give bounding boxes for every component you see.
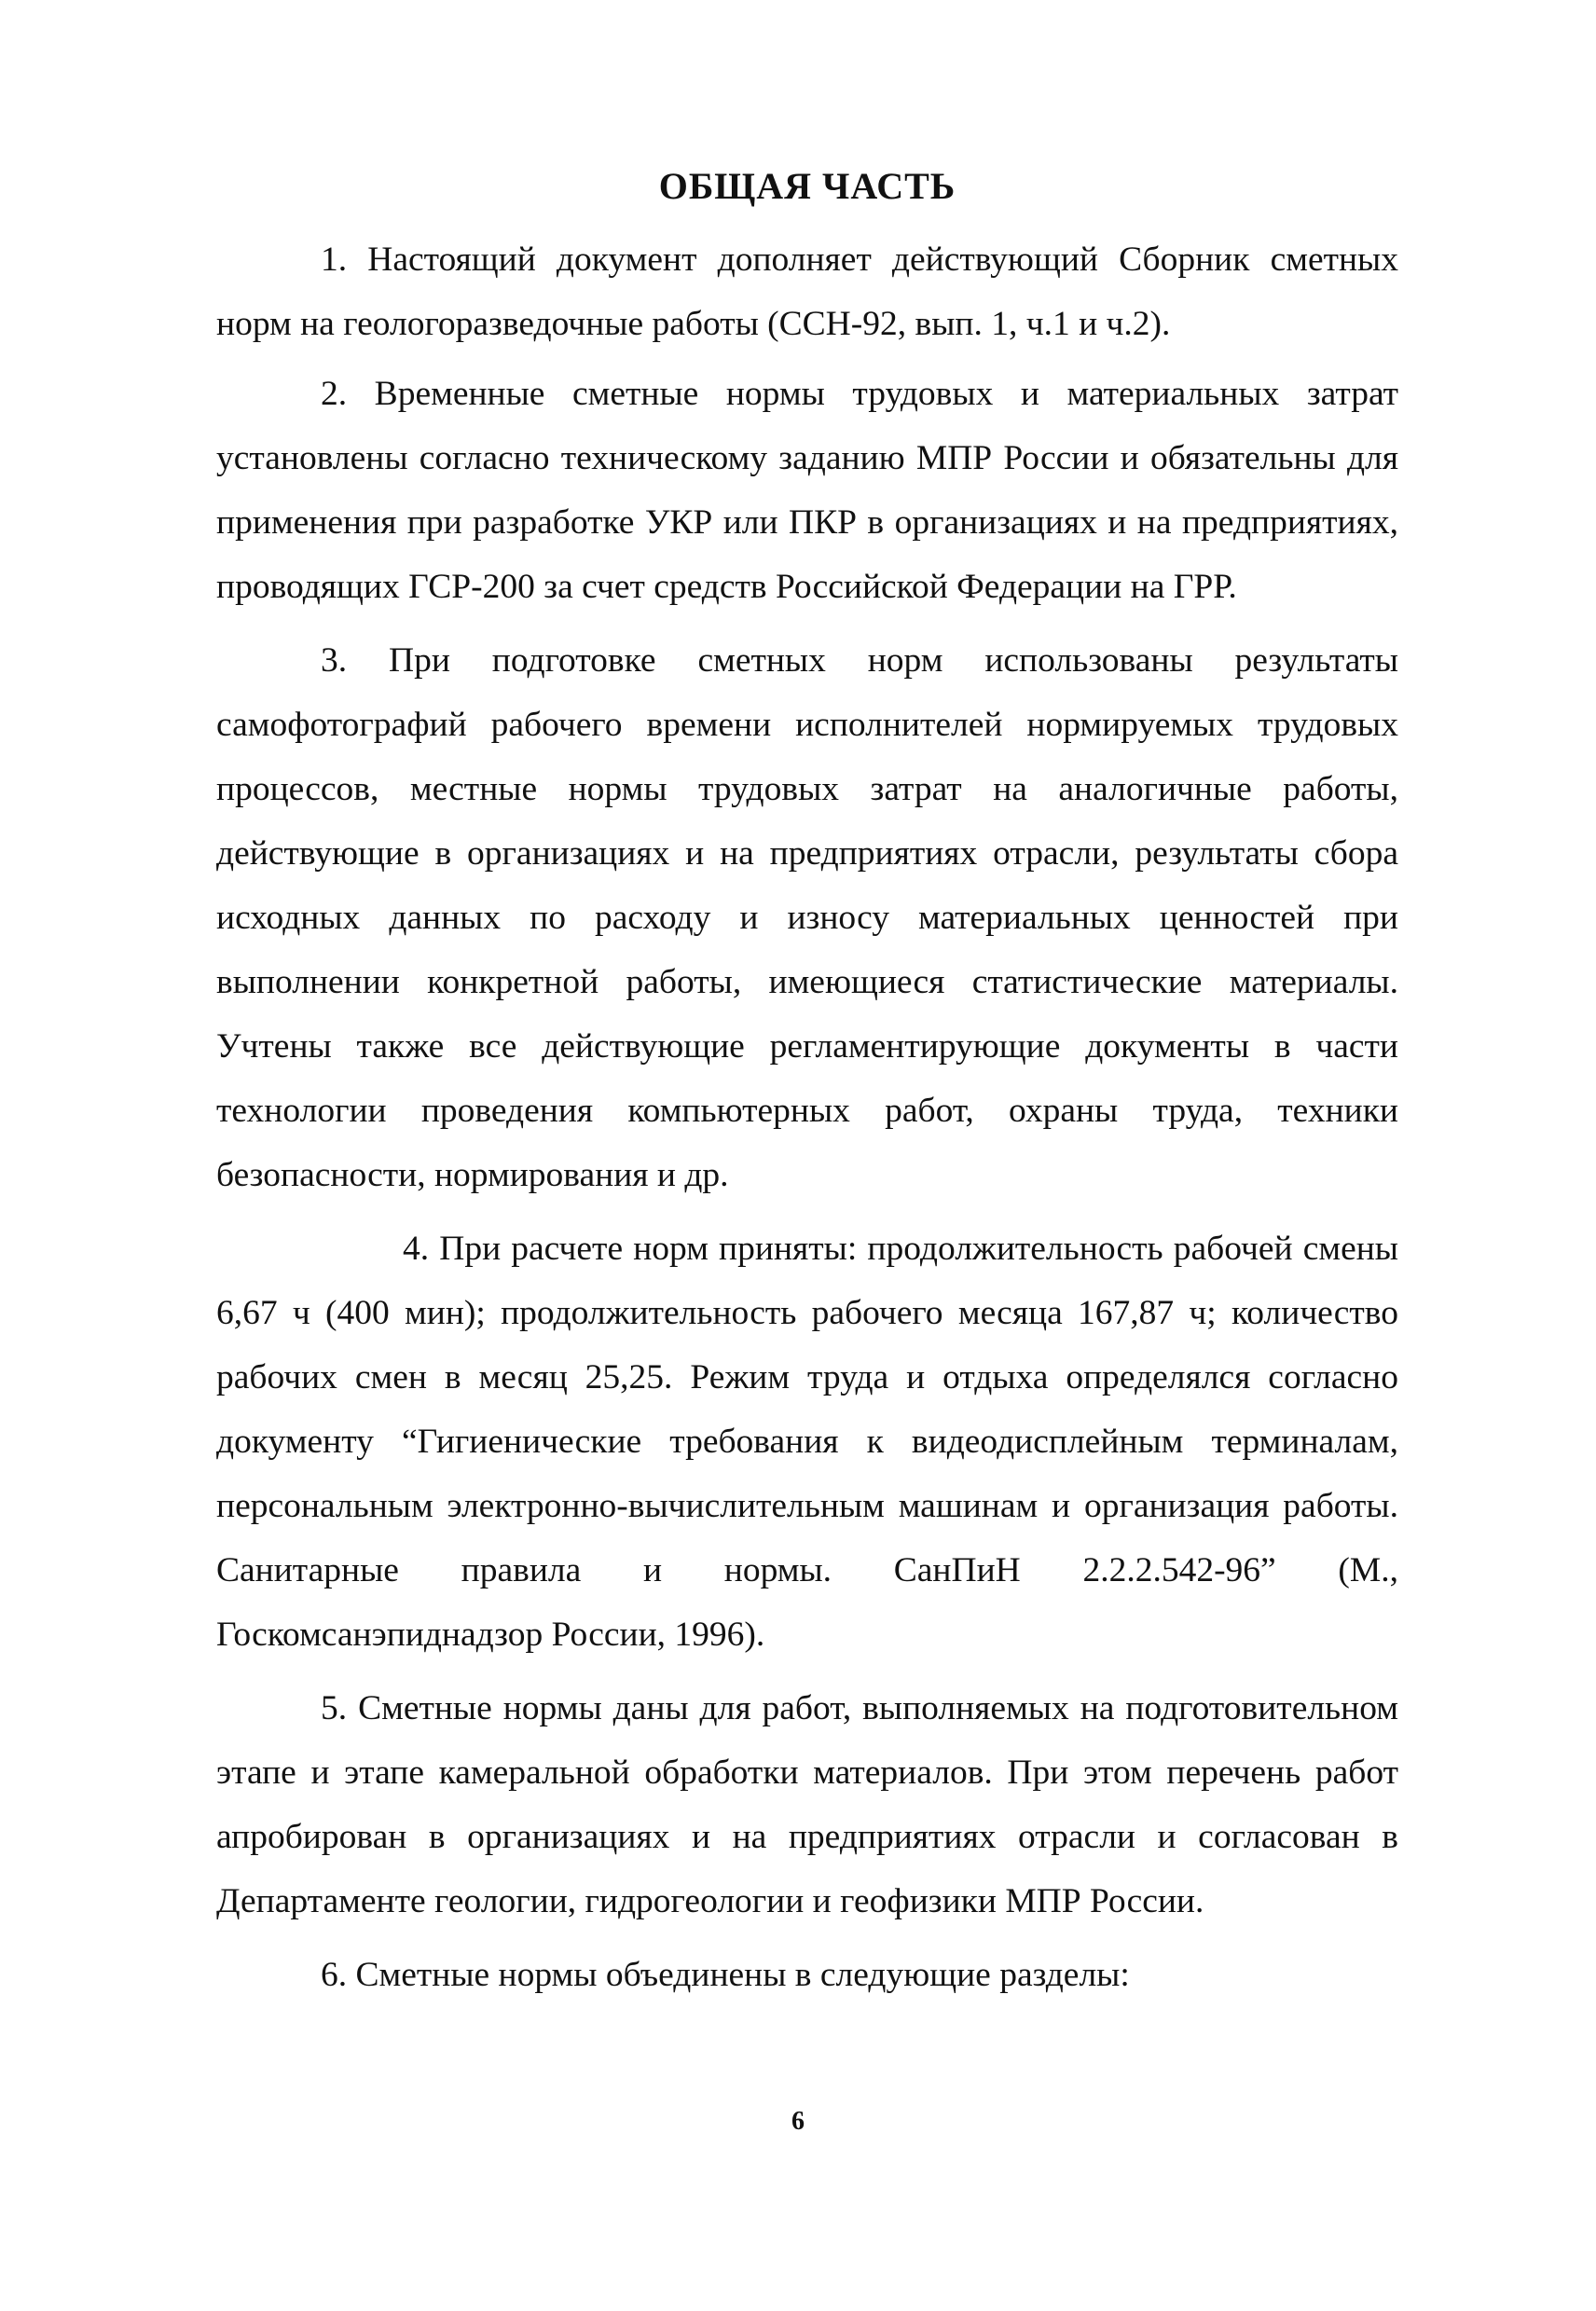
paragraph-1: 1. Настоящий документ дополняет действующий Сборник сметных норм на геологоразведочные работы (ССН-92, вып. 1, ч.1 и ч.2). xyxy=(216,241,1398,343)
paragraph-6: 6. Сметные нормы объединены в следующие разделы: xyxy=(321,1956,1130,1994)
paragraph-4: 4. При расчете норм приняты: продолжительность рабочей смены 6,67 ч (400 мин); продолжительность рабочего месяца 167,87 ч; количество рабочих смен в месяц 25,25. Режим труда и отдыха определялся согласно документу “Гигиенические требования к видеодисплейным терминалам, персональным электронно-вычислительным машинам и организация работы. Санитарные правила и нормы. СанПиН 2.2.2.542-96” (М., Госкомсанэпиднадзор России, 1996). xyxy=(216,1230,1398,1654)
document-page xyxy=(216,158,1398,2009)
page-number: 6 xyxy=(791,2107,805,2136)
paragraph-3: 3. При подготовке сметных норм использованы результаты самофотографий рабочего времени исполнителей нормируемых трудовых процессов, местные нормы трудовых затрат на аналогичные работы, действующие в организациях и на предприятиях отрасли, результаты сбора исходных данных по расходу и износу материальных ценностей при выполнении конкретной работы, имеющиеся статистические материалы. Учтены также все действующие регламентирующие документы в части технологии проведения компьютерных работ, охраны труда, техники безопасности, нормирования и др. xyxy=(216,641,1398,1194)
section-heading: ОБЩАЯ ЧАСТЬ xyxy=(658,165,956,207)
paragraph-5: 5. Сметные нормы даны для работ, выполняемых на подготовительном этапе и этапе камеральной обработки материалов. При этом перечень работ апробирован в организациях и на предприятиях отрасли и согласован в Департаменте геологии, гидрогеологии и геофизики МПР России. xyxy=(216,1689,1398,1920)
paragraph-2: 2. Временные сметные нормы трудовых и материальных затрат установлены согласно техническому заданию МПР России и обязательны для применения при разработке УКР или ПКР в организациях и на предприятиях, проводящих ГСР-200 за счет средств Российской Федерации на ГРР. xyxy=(216,375,1398,606)
